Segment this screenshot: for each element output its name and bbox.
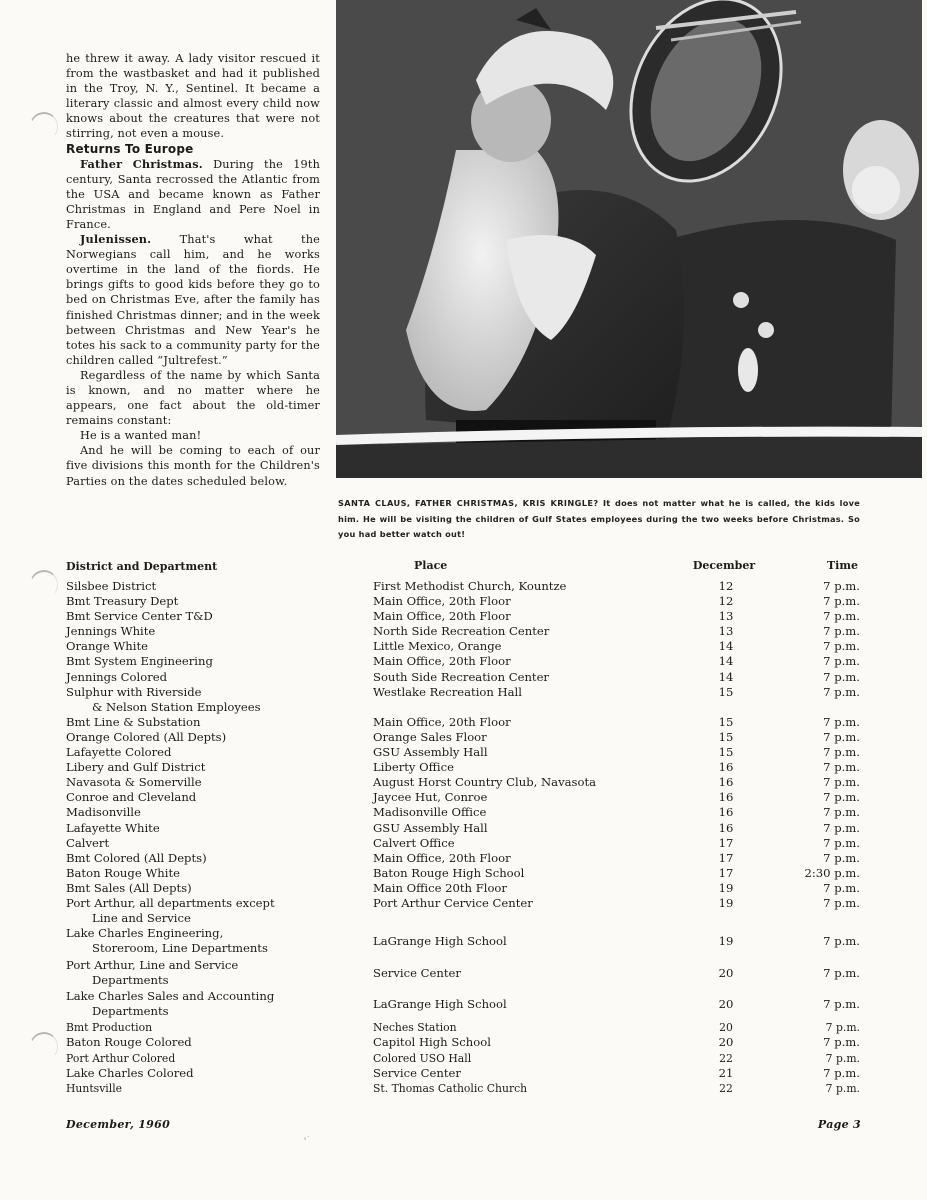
cell-place: St. Thomas Catholic Church	[373, 1081, 528, 1095]
district-line: Lafayette White	[66, 820, 160, 835]
district-line: Bmt Line & Substation	[66, 714, 201, 729]
cell-time: 7 p.m.	[823, 850, 860, 865]
table-header	[66, 559, 866, 579]
table-row	[66, 609, 866, 624]
district-line: Lake Charles Sales and Accounting	[66, 988, 275, 1003]
cell-date: 22	[719, 1081, 733, 1095]
cell-date: 19	[718, 880, 734, 895]
district-line: Bmt System Engineering	[66, 654, 213, 669]
table-row	[66, 579, 866, 594]
cell-time: 7 p.m.	[823, 997, 860, 1012]
cell-time: 7 p.m.	[823, 684, 860, 699]
caption-text: It does not matter what he is called, the kids love him. He will be visiting the children of Gulf States employees during the two weeks before Christmas. So you had better watch out!	[338, 498, 860, 540]
table-row	[66, 745, 866, 760]
page-number: Page 3	[817, 1118, 861, 1131]
cell-date: 14	[718, 639, 734, 654]
cell-time: 2:30 p.m.	[804, 865, 860, 880]
cell-district	[66, 881, 366, 896]
district-line: Baton Rouge Colored	[66, 1035, 192, 1050]
table-row	[66, 685, 866, 715]
district-line-continued: Departments	[92, 1004, 169, 1019]
cell-district	[66, 821, 366, 836]
cell-time: 7 p.m.	[823, 594, 860, 609]
cell-time: 7 p.m.	[823, 745, 860, 760]
district-line: Port Arthur, Line and Service	[66, 957, 239, 972]
table-row	[66, 1020, 866, 1035]
print-speck: ˢ˙	[304, 1136, 310, 1144]
paragraph-lead: Father Christmas.	[80, 156, 203, 171]
cell-district	[66, 594, 366, 609]
cell-time: 7 p.m.	[823, 669, 860, 684]
header-date: December	[692, 559, 756, 572]
cell-place: Madisonville Office	[373, 805, 487, 820]
cell-time: 7 p.m.	[823, 790, 860, 805]
cell-district	[66, 760, 366, 775]
table-body	[66, 579, 866, 1096]
cell-date: 20	[718, 965, 734, 980]
article-paragraph	[66, 51, 320, 142]
district-line: Orange White	[66, 639, 149, 654]
cell-date: 21	[718, 1065, 734, 1080]
punch-hole-mark	[28, 110, 61, 143]
district-line: Lake Charles Engineering,	[66, 926, 224, 941]
district-line: Baton Rouge White	[66, 865, 180, 880]
paragraph-text: During the 19th century, Santa recrossed the Atlantic from the USA and became known as Father Christmas in England and Pere Noel in France.	[66, 157, 321, 231]
cell-district	[66, 654, 366, 669]
table-row	[66, 1081, 866, 1096]
cell-district	[66, 836, 366, 851]
table-row	[66, 805, 866, 820]
district-line: Lafayette Colored	[66, 745, 172, 760]
table-row	[66, 989, 866, 1020]
article-paragraph	[66, 428, 320, 443]
cell-date: 16	[718, 775, 734, 790]
cell-date: 13	[718, 624, 734, 639]
cell-place: Main Office, 20th Floor	[373, 714, 511, 729]
cell-district	[66, 805, 366, 820]
cell-date: 20	[718, 1035, 734, 1050]
cell-date: 19	[718, 895, 734, 910]
district-line: Silsbee District	[66, 579, 157, 593]
district-line-continued: Departments	[92, 972, 169, 987]
cell-date: 15	[718, 684, 734, 699]
header-time: Time	[826, 559, 858, 572]
article-paragraph	[66, 232, 320, 368]
table-row	[66, 881, 866, 896]
article-column	[66, 51, 320, 489]
cell-place: Jaycee Hut, Conroe	[373, 790, 488, 805]
cell-district	[66, 896, 366, 926]
cell-time: 7 p.m.	[823, 1065, 860, 1080]
paragraph-text: Regardless of the name by which Santa is known, and no matter where he appears, one fact about the old-timer remains constant:	[66, 368, 320, 428]
district-line: Bmt Production	[66, 1021, 153, 1035]
district-line: Conroe and Cleveland	[66, 790, 197, 805]
cell-time: 7 p.m.	[823, 639, 860, 654]
cell-place: Liberty Office	[373, 760, 454, 775]
table-row	[66, 624, 866, 639]
cell-date: 12	[718, 579, 734, 593]
table-row	[66, 896, 866, 926]
district-line-continued: & Nelson Station Employees	[92, 699, 261, 714]
district-line: Calvert	[66, 835, 110, 850]
cell-date: 14	[718, 669, 734, 684]
cell-date: 13	[718, 609, 734, 624]
header-place: Place	[414, 559, 448, 572]
cell-place: Main Office, 20th Floor	[373, 594, 511, 609]
paragraph-lead: Julenissen.	[80, 232, 152, 247]
district-line: Port Arthur, all departments except	[66, 895, 275, 910]
cell-place: Orange Sales Floor	[373, 729, 487, 744]
cell-date: 16	[718, 790, 734, 805]
table-row	[66, 958, 866, 989]
district-line: Bmt Sales (All Depts)	[66, 880, 192, 895]
cell-district	[66, 745, 366, 760]
cell-date: 12	[718, 594, 734, 609]
cell-date: 17	[718, 850, 734, 865]
cell-date: 16	[718, 820, 734, 835]
photo-caption	[338, 496, 860, 543]
table-row	[66, 836, 866, 851]
cell-time: 7 p.m.	[825, 1051, 860, 1065]
cell-place: LaGrange High School	[373, 934, 507, 949]
cell-place: GSU Assembly Hall	[373, 820, 488, 835]
cell-time: 7 p.m.	[823, 729, 860, 744]
cell-place: Little Mexico, Orange	[373, 639, 502, 654]
district-line-continued: Storeroom, Line Departments	[92, 941, 268, 956]
cell-district	[66, 866, 366, 881]
cell-date: 14	[718, 654, 734, 669]
cell-date: 16	[718, 805, 734, 820]
cell-place: Baton Rouge High School	[373, 865, 525, 880]
section-heading: Returns To Europe	[66, 141, 194, 156]
cell-date: 19	[718, 934, 734, 949]
cell-date: 20	[718, 997, 734, 1012]
punch-hole-mark	[28, 568, 61, 601]
cell-time: 7 p.m.	[823, 805, 860, 820]
district-line: Jennings White	[66, 624, 156, 639]
cell-place: First Methodist Church, Kountze	[373, 579, 567, 593]
cell-district	[66, 715, 366, 730]
cell-district	[66, 926, 366, 956]
article-paragraph	[66, 443, 320, 488]
table-row	[66, 775, 866, 790]
santa-photo-illustration	[336, 0, 922, 478]
district-line: Libery and Gulf District	[66, 760, 206, 775]
cell-place: Main Office, 20th Floor	[373, 850, 511, 865]
cell-district	[66, 958, 366, 988]
cell-time: 7 p.m.	[823, 654, 860, 669]
table-row	[66, 1051, 866, 1066]
cell-date: 15	[718, 745, 734, 760]
table-row	[66, 851, 866, 866]
cell-time: 7 p.m.	[823, 714, 860, 729]
cell-time: 7 p.m.	[825, 1021, 860, 1035]
article-paragraph	[66, 157, 320, 232]
cell-place: Port Arthur Cervice Center	[373, 895, 533, 910]
district-line: Huntsville	[66, 1081, 123, 1095]
cell-time: 7 p.m.	[823, 965, 860, 980]
party-schedule-table	[66, 559, 866, 1096]
punch-hole-mark	[28, 1030, 61, 1063]
cell-place: Calvert Office	[373, 835, 455, 850]
table-row	[66, 594, 866, 609]
cell-district	[66, 579, 366, 594]
table-row	[66, 715, 866, 730]
cell-district	[66, 1081, 366, 1096]
cell-district	[66, 775, 366, 790]
header-district: District and Department	[66, 560, 218, 573]
cell-place: Colored USO Hall	[373, 1051, 472, 1065]
cell-place: Main Office 20th Floor	[373, 880, 507, 895]
cell-district	[66, 670, 366, 685]
cell-place: Service Center	[373, 965, 461, 980]
district-line: Madisonville	[66, 805, 141, 820]
footer-date: December, 1960	[66, 1118, 171, 1131]
cell-place: GSU Assembly Hall	[373, 745, 488, 760]
cell-time: 7 p.m.	[823, 1035, 860, 1050]
cell-time: 7 p.m.	[825, 1081, 860, 1095]
paragraph-text: That's what the Norwegians call him, and he works overtime in the land of the fiords. He brings gifts to good kids before they go to bed on Christmas Eve, after the family has finished Christmas dinner; and in the week between Christmas and New Year's he totes his sack to a community party for the children called “Jultrefest.”	[66, 233, 320, 367]
paragraph-text: He is a wanted man!	[80, 429, 202, 443]
district-line: Bmt Treasury Dept	[66, 594, 179, 609]
table-row	[66, 654, 866, 669]
district-line: Jennings Colored	[66, 669, 168, 684]
table-row	[66, 926, 866, 957]
table-row	[66, 639, 866, 654]
cell-date: 17	[718, 865, 734, 880]
cell-time: 7 p.m.	[823, 760, 860, 775]
cell-place: Neches Station	[373, 1021, 457, 1035]
cell-district	[66, 624, 366, 639]
article-paragraph	[66, 368, 320, 428]
cell-time: 7 p.m.	[823, 820, 860, 835]
cell-place: Service Center	[373, 1065, 461, 1080]
table-row	[66, 821, 866, 836]
cell-time: 7 p.m.	[823, 624, 860, 639]
cell-time: 7 p.m.	[823, 835, 860, 850]
cell-district	[66, 730, 366, 745]
cell-district	[66, 639, 366, 654]
cell-district	[66, 1051, 366, 1066]
cell-place: August Horst Country Club, Navasota	[373, 775, 597, 790]
toy-ball	[733, 292, 749, 308]
cell-district	[66, 609, 366, 624]
district-line: Bmt Service Center T&D	[66, 609, 213, 624]
cell-time: 7 p.m.	[823, 579, 860, 593]
district-line: Port Arthur Colored	[66, 1051, 176, 1065]
cell-district	[66, 685, 366, 715]
table-row	[66, 866, 866, 881]
table-row	[66, 730, 866, 745]
district-line: Sulphur with Riverside	[66, 684, 202, 699]
cell-date: 15	[718, 729, 734, 744]
cell-place: North Side Recreation Center	[373, 624, 550, 639]
table-row	[66, 760, 866, 775]
cell-date: 16	[718, 760, 734, 775]
table-row	[66, 790, 866, 805]
table-row	[66, 1066, 866, 1081]
cell-place: Capitol High School	[373, 1035, 491, 1050]
cell-district	[66, 1035, 366, 1050]
cell-place: Westlake Recreation Hall	[373, 684, 522, 699]
cell-date: 22	[719, 1051, 733, 1065]
santa-photo	[336, 0, 922, 478]
caption-lead: SANTA CLAUS, FATHER CHRISTMAS, KRIS KRINGLE?	[338, 498, 599, 508]
toy-sack	[666, 220, 896, 455]
cell-place: Main Office, 20th Floor	[373, 654, 511, 669]
district-line-continued: Line and Service	[92, 911, 191, 926]
paragraph-text: he threw it away. A lady visitor rescued it from the wastbasket and had it published in the Troy, N. Y., Sentinel. It became a literary classic and almost every child now knows about the creatures that were not stirring, not even a mouse.	[66, 52, 320, 141]
district-line: Lake Charles Colored	[66, 1065, 194, 1080]
cell-place: Main Office, 20th Floor	[373, 609, 511, 624]
cell-date: 17	[718, 835, 734, 850]
table-row	[66, 670, 866, 685]
cell-date: 15	[718, 714, 734, 729]
cell-district	[66, 1066, 366, 1081]
cell-place: South Side Recreation Center	[373, 669, 549, 684]
district-line: Navasota & Somerville	[66, 775, 202, 790]
cell-time: 7 p.m.	[823, 934, 860, 949]
district-line: Orange Colored (All Depts)	[66, 729, 227, 744]
cell-time: 7 p.m.	[823, 880, 860, 895]
cell-time: 7 p.m.	[823, 775, 860, 790]
cell-time: 7 p.m.	[823, 609, 860, 624]
paragraph-text: And he will be coming to each of our five divisions this month for the Children's Parties on the dates scheduled below.	[66, 444, 320, 488]
cell-district	[66, 989, 366, 1019]
cell-district	[66, 851, 366, 866]
cell-date: 20	[719, 1021, 733, 1035]
cell-time: 7 p.m.	[823, 895, 860, 910]
cell-place: LaGrange High School	[373, 997, 507, 1012]
cell-district	[66, 1020, 366, 1035]
district-line: Bmt Colored (All Depts)	[66, 850, 207, 865]
table-row	[66, 1035, 866, 1050]
cell-district	[66, 790, 366, 805]
